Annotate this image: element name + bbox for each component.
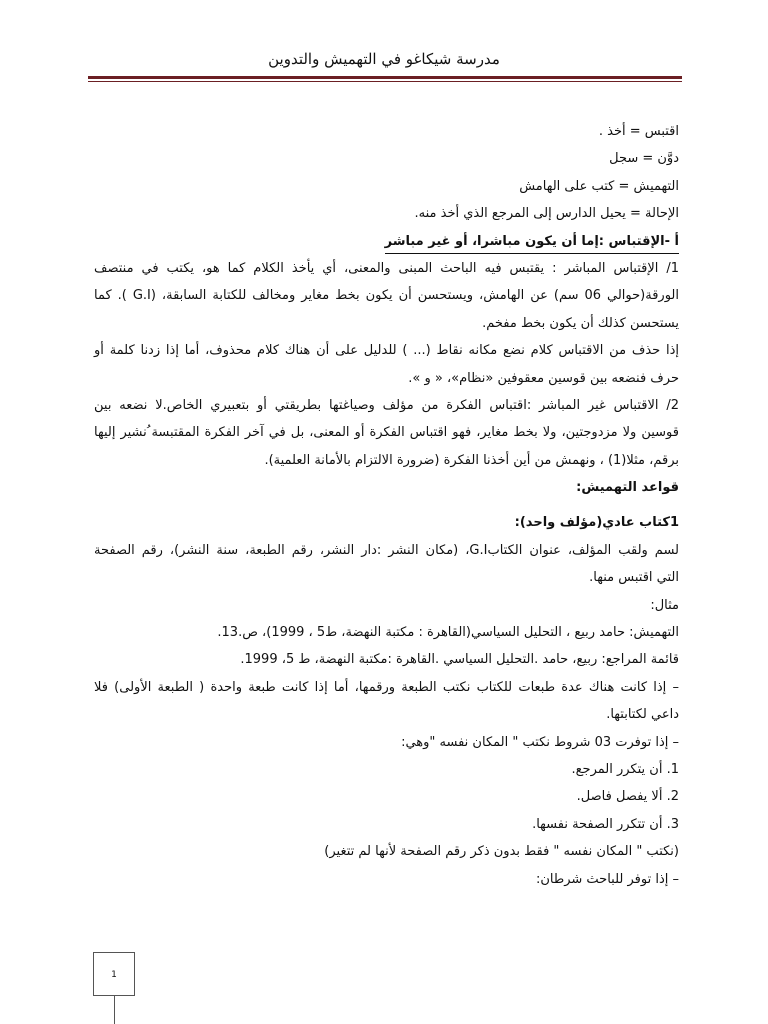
text-line: الإحالة = يحيل الدارس إلى المرجع الذي أخذ منه. [414,206,679,222]
list-item: 3. أن تتكرر الصفحة نفسها. [532,816,679,832]
subsection-heading: 1كتاب عادي(مؤلف واحد): [514,515,679,531]
page-number-box [93,952,135,996]
text-line: مثال: [650,597,679,613]
text-line: (نكتب " المكان نفسه " فقط بدون ذكر رقم الصفحة لأنها لم تتغير) [324,844,679,860]
text-line: لسم ولقب المؤلف، عنوان الكتابG.I، (مكان النشر :دار النشر، رقم الطبعة، سنة النشر)، رقم الصفحة [94,542,679,558]
text-line: قوسين ولا مزدوجتين، ولا بخط مغاير، فهو اقتباس الفكرة أو المعنى، بل في آخر الفكرة المقتبسة ُنشير إليها [94,425,679,441]
text-line: اقتبس = أخذ . [598,124,679,139]
list-item: 2. ألا يفصل فاصل. [576,789,679,805]
text-line: دوَّن = سجل [609,151,679,167]
page-number-line [114,996,115,1024]
section-heading-text: أ -الإقتباس :إما أن يكون مباشرا، أو غير مباشر [385,231,679,254]
text-line: داعي لكتابتها. [606,707,679,723]
text-line: إذا حذف من الاقتباس كلام نضع مكانه نقاط (... ) للدليل على أن هناك كلام محذوف، أما إذا زدنا كلمة أو [94,343,679,359]
text-line: التهميش = كتب على الهامش [519,178,679,194]
header-rule-thin [88,81,682,82]
text-line: – إذا توفر للباحث شرطان: [535,871,679,887]
section-heading: قواعد التهميش: [576,480,679,496]
text-line: التي اقتبس منها. [589,570,679,586]
text-line: 1/ الإقتباس المباشر : يقتبس فيه الباحث المبنى والمعنى، أي يأخذ الكلام كما هو، يكتب في منتصف [94,260,679,276]
text-line: 2/ الاقتباس غير المباشر :اقتباس الفكرة من مؤلف وصياغتها بطريقتي أو بتعبيري الخاص.لا نضعه بين [94,397,679,413]
text-line: حرف فنضعه بين قوسين معقوفين «نظام»، « و ». [408,370,679,386]
document-body [94,118,679,893]
page-header-title: مدرسة شيكاغو في التهميش والتدوين [268,50,500,68]
text-line: برقم، مثلا(1) ، ونهمش من أين أخذنا الفكرة (ضرورة الالتزام بالأمانة العلمية). [264,452,679,468]
page-number: 1 [111,970,117,980]
text-line: التهميش: حامد ربيع ، التحليل السياسي(القاهرة : مكتبة النهضة، ط5 ، 1999)، ص.13. [217,625,679,641]
text-line: – إذا كانت هناك عدة طبعات للكتاب نكتب الطبعة ورقمها، أما إذا كانت طبعة واحدة ( الطبعة الأولى) فلا [94,679,679,695]
text-line: الورقة(حوالي 06 سم) عن الهامش، ويستحسن أن يكون بخط مغاير ومخالف للكتابة السابقة، (G.I ). كما [94,288,679,304]
text-line: يستحسن كذلك أن يكون بخط مفخم. [482,315,679,331]
text-line: قائمة المراجع: ربيع، حامد .التحليل السياسي .القاهرة :مكتبة النهضة، ط 5، 1999. [240,652,679,668]
header-rule-thick [88,76,682,79]
list-item: 1. أن يتكرر المرجع. [571,761,679,777]
section-heading [94,228,679,255]
text-line: – إذا توفرت 03 شروط نكتب " المكان نفسه "وهي: [401,734,679,750]
